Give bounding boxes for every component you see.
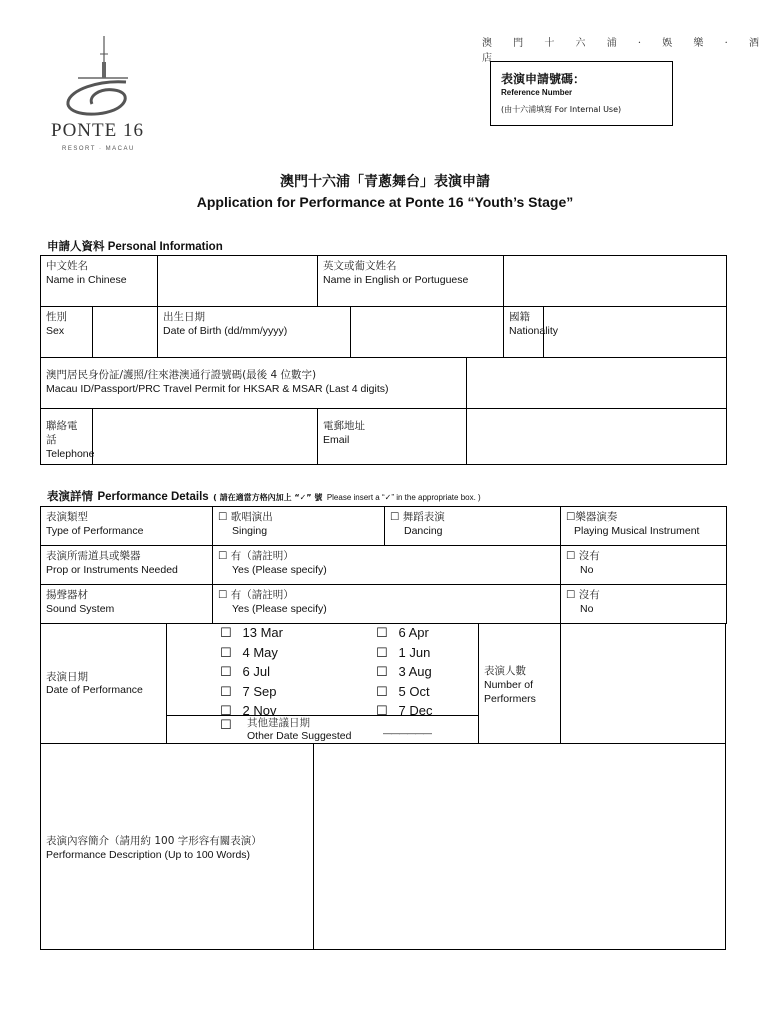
brand-tagline: 澳 門 十 六 浦 · 娛 樂 · 酒 店 <box>482 38 768 64</box>
instrument-option[interactable] <box>561 507 727 546</box>
date-option[interactable] <box>376 663 432 683</box>
singing-option-en: Singing <box>232 525 268 537</box>
instrument-option-zh: ☐樂器演奏 <box>566 511 618 523</box>
sound-no-option[interactable] <box>561 585 727 624</box>
email-label-zh: 電郵地址 <box>323 420 366 432</box>
dancing-option-en: Dancing <box>404 525 443 537</box>
email-label <box>318 409 467 465</box>
description-label <box>46 834 262 862</box>
reference-title-en: Reference Number <box>501 88 573 97</box>
performers-field[interactable] <box>561 624 725 743</box>
id-number-label <box>41 358 467 409</box>
description-field[interactable] <box>314 744 725 949</box>
performers-label-en-2: Performers <box>484 693 536 705</box>
sound-no-zh: ☐ 沒有 <box>566 589 600 601</box>
reference-title-zh: 表演申請號碼： <box>501 72 586 86</box>
personal-info-table <box>40 255 727 465</box>
checkbox-icon[interactable]: ☐ <box>376 645 388 661</box>
performance-heading-en: Performance Details <box>97 491 209 503</box>
date-label <box>46 669 143 696</box>
date-option-label: 1 Jun <box>398 644 431 660</box>
prop-yes-en: Yes (Please specify) <box>232 564 327 576</box>
performance-details-heading <box>47 487 481 505</box>
description-row <box>40 743 726 950</box>
email-field[interactable] <box>467 409 727 465</box>
id-number-label-en: Macau ID/Passport/PRC Travel Permit for HKSAR & MSAR (Last 4 digits) <box>46 383 389 395</box>
type-label <box>41 507 213 546</box>
date-of-performance-row <box>40 623 726 744</box>
performance-details-table <box>40 506 727 624</box>
performance-heading-zh: 表演詳情 <box>47 489 93 503</box>
instrument-option-en: Playing Musical Instrument <box>574 525 700 537</box>
date-option-label: 4 May <box>242 644 278 660</box>
dob-label-en: Date of Birth (dd/mm/yyyy) <box>163 325 288 337</box>
checkbox-icon[interactable]: ☐ <box>220 665 232 680</box>
prop-no-option[interactable] <box>561 546 727 585</box>
checkbox-icon[interactable]: ☐ <box>376 626 388 641</box>
prop-no-zh: ☐ 沒有 <box>566 550 600 562</box>
date-option-label: 6 Apr <box>398 625 429 640</box>
checkbox-icon[interactable]: ☐ <box>376 665 388 680</box>
sound-label-en: Sound System <box>46 603 115 615</box>
singing-option[interactable] <box>213 507 385 546</box>
date-option-label: 5 Oct <box>398 683 430 699</box>
nationality-label-en: Nationality <box>509 325 559 337</box>
prop-label-zh: 表演所需道具或樂器 <box>46 550 141 562</box>
form-title-en: Application for Performance at Ponte 16 “Youth’s Stage” <box>196 194 574 210</box>
date-option[interactable] <box>376 624 432 644</box>
prop-label <box>41 546 213 585</box>
description-label-en: Performance Description (Up to 100 Words) <box>46 849 251 861</box>
logo-name: PONTE 16 <box>51 120 144 141</box>
dates-left-column <box>220 624 283 722</box>
sound-no-en: No <box>580 603 594 615</box>
prop-no-en: No <box>580 564 594 576</box>
telephone-label <box>41 409 93 465</box>
id-number-field[interactable] <box>467 358 727 409</box>
prop-yes-option[interactable] <box>213 546 561 585</box>
ponte16-logo <box>48 30 158 160</box>
name-chinese-label <box>41 256 158 307</box>
performers-label-zh: 表演人數 <box>484 665 526 677</box>
checkbox-icon[interactable]: ☐ <box>220 626 232 641</box>
telephone-label-en: Telephone <box>46 448 95 460</box>
checkbox-icon[interactable]: ☐ <box>376 684 388 700</box>
instruction-zh: ( 請在適當方格內加上 “✓” 號 <box>213 493 323 502</box>
nationality-label-zh: 國籍 <box>509 311 531 323</box>
name-english-field[interactable] <box>504 256 727 307</box>
checkbox-icon[interactable]: ☐ <box>220 645 232 661</box>
date-option-label: 7 Dec <box>398 703 433 718</box>
sex-field[interactable] <box>93 307 158 358</box>
name-chinese-label-en: Name in Chinese <box>46 274 127 286</box>
date-option[interactable] <box>376 702 432 722</box>
name-english-label-en: Name in English or Portuguese <box>323 274 469 286</box>
sound-yes-option[interactable] <box>213 585 561 624</box>
other-date-field[interactable]: —————— <box>383 728 431 738</box>
dob-label <box>158 307 351 358</box>
dob-label-zh: 出生日期 <box>163 311 206 323</box>
name-english-label <box>318 256 504 307</box>
email-label-en: Email <box>323 434 350 446</box>
id-number-label-zh: 澳門居民身份証/護照/往來港澳通行證號碼(最後 4 位數字) <box>46 369 317 381</box>
type-label-en: Type of Performance <box>46 525 144 537</box>
prop-label-en: Prop or Instruments Needed <box>46 564 178 576</box>
nationality-label <box>504 307 559 358</box>
sex-label-zh: 性別 <box>46 311 67 323</box>
prop-yes-zh: ☐ 有（請註明） <box>218 550 294 562</box>
logo-mark-icon <box>48 30 158 125</box>
type-label-zh: 表演類型 <box>46 511 88 523</box>
date-option-label: 7 Sep <box>242 683 277 699</box>
performers-label <box>484 664 536 706</box>
other-date-label-en: Other Date Suggested <box>247 730 352 742</box>
date-option[interactable] <box>376 683 432 703</box>
sound-label <box>41 585 213 624</box>
date-option-label: 2 Nov <box>242 703 277 718</box>
date-label-en: Date of Performance <box>46 684 143 696</box>
other-date-label-zh: 其他建議日期 <box>247 717 310 729</box>
other-date-checkbox-icon[interactable]: ☐ <box>220 718 232 733</box>
personal-heading-en: Personal Information <box>107 241 223 253</box>
date-option[interactable] <box>220 624 283 644</box>
instruction-en: Please insert a “✓” in the appropriate box. ) <box>326 493 481 502</box>
performers-label-en-1: Number of <box>484 679 534 691</box>
form-title-zh: 澳門十六浦「青蔥舞台」表演申請 <box>280 174 490 190</box>
dancing-option[interactable] <box>385 507 561 546</box>
checkbox-icon[interactable]: ☐ <box>220 704 232 719</box>
sound-label-zh: 揚聲器材 <box>46 589 88 601</box>
sex-label <box>41 307 93 358</box>
dates-right-column <box>376 624 432 722</box>
date-option[interactable] <box>220 663 283 683</box>
dob-field[interactable] <box>351 307 504 358</box>
date-option-label: 6 Jul <box>242 664 270 679</box>
sound-yes-en: Yes (Please specify) <box>232 603 327 615</box>
name-english-label-zh: 英文或葡文姓名 <box>323 260 397 272</box>
date-option[interactable] <box>220 683 283 703</box>
dancing-option-zh: ☐ 舞蹈表演 <box>390 511 445 523</box>
logo-subtitle: RESORT · MACAU <box>62 146 135 152</box>
date-option[interactable] <box>376 644 432 664</box>
sex-label-en: Sex <box>46 325 65 337</box>
singing-option-zh: ☐ 歌唱演出 <box>218 511 273 523</box>
date-option-label: 3 Aug <box>398 664 432 679</box>
name-chinese-label-zh: 中文姓名 <box>46 260 88 272</box>
date-option[interactable] <box>220 644 283 664</box>
date-label-zh: 表演日期 <box>46 671 88 683</box>
telephone-label-zh: 聯絡電話 <box>46 420 78 446</box>
date-option-label: 13 Mar <box>242 625 283 640</box>
name-chinese-field[interactable] <box>158 256 318 307</box>
checkbox-icon[interactable]: ☐ <box>376 704 388 719</box>
description-label-zh: 表演內容簡介（請用約 100 字形容有關表演） <box>46 835 262 847</box>
personal-info-heading <box>47 238 223 254</box>
reference-note: (由十六浦填寫 For Internal Use) <box>501 105 622 114</box>
personal-heading-zh: 申請人資料 <box>47 239 105 253</box>
reference-number-box[interactable] <box>490 61 673 126</box>
checkbox-icon[interactable]: ☐ <box>220 684 232 700</box>
telephone-field[interactable] <box>93 409 318 465</box>
nationality-field[interactable] <box>544 307 727 358</box>
sound-yes-zh: ☐ 有（請註明） <box>218 589 294 601</box>
